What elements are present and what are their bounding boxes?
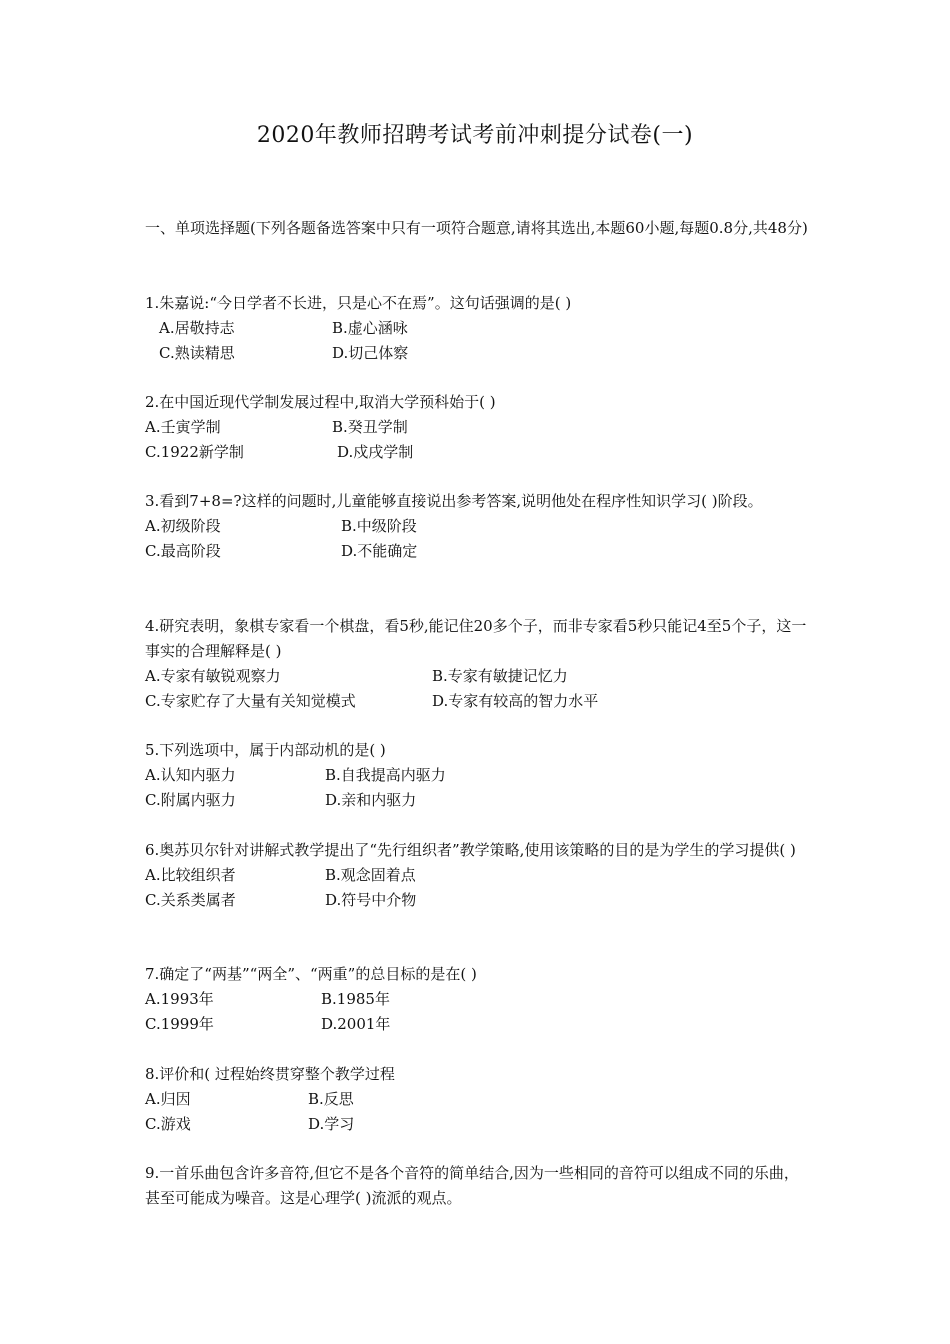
option-d: D.符号中介物 <box>325 891 417 909</box>
option-a: A.归因 <box>145 1090 191 1108</box>
question-8 <box>145 1062 810 1137</box>
question-stem: 5.下列选项中，属于内部动机的是( ) <box>145 741 386 759</box>
option-c: C.1999年 <box>145 1015 214 1033</box>
question-stem: 2.在中国近现代学制发展过程中,取消大学预科始于( ) <box>145 393 496 411</box>
option-d: D.学习 <box>308 1115 355 1133</box>
option-b: B.癸丑学制 <box>332 418 408 436</box>
option-c: C.最高阶段 <box>145 542 221 560</box>
question-3 <box>145 489 810 564</box>
option-c: C.关系类属者 <box>145 891 236 909</box>
question-stem: 7.确定了“两基”“两全”、“两重”的总目标的是在( ) <box>145 965 477 983</box>
option-b: B.1985年 <box>321 990 390 1008</box>
option-b: B.专家有敏捷记忆力 <box>432 667 568 685</box>
option-b: B.反思 <box>308 1090 354 1108</box>
option-c: C.熟读精思 <box>159 344 235 362</box>
option-a: A.壬寅学制 <box>145 418 221 436</box>
section-intro: 一、单项选择题(下列各题备选答案中只有一项符合题意,请将其选出,本题60小题,每题0.8分,共48分) <box>145 219 808 237</box>
option-d: D.2001年 <box>321 1015 391 1033</box>
option-d: D.不能确定 <box>341 542 418 560</box>
question-2 <box>145 390 810 465</box>
option-d: D.亲和内驱力 <box>325 791 417 809</box>
question-4 <box>145 614 810 714</box>
option-a: A.居敬持志 <box>159 319 235 337</box>
option-b: B.中级阶段 <box>341 517 417 535</box>
question-stem: 4.研究表明，象棋专家看一个棋盘，看5秒,能记住20多个子，而非专家看5秒只能记4至5个子，这一事实的合理解释是( ) <box>145 617 807 660</box>
option-c: C.专家贮存了大量有关知觉模式 <box>145 692 356 710</box>
option-b: B.虚心涵咏 <box>332 319 408 337</box>
question-1 <box>145 291 810 366</box>
option-c: C.附属内驱力 <box>145 791 236 809</box>
option-c: C.游戏 <box>145 1115 191 1133</box>
option-d: D.切己体察 <box>332 344 409 362</box>
option-a: A.认知内驱力 <box>145 766 236 784</box>
option-a: A.专家有敏锐观察力 <box>145 667 281 685</box>
option-a: A.比较组织者 <box>145 866 236 884</box>
question-stem: 3.看到7+8=?这样的问题时,儿童能够直接说出参考答案,说明他处在程序性知识学习( )阶段。 <box>145 492 763 510</box>
question-7 <box>145 962 810 1037</box>
question-5 <box>145 738 810 813</box>
option-d: D.专家有较高的智力水平 <box>432 692 599 710</box>
option-a: A.1993年 <box>145 990 214 1008</box>
option-b: B.观念固着点 <box>325 866 416 884</box>
option-c: C.1922新学制 <box>145 443 244 461</box>
option-a: A.初级阶段 <box>145 517 221 535</box>
question-stem: 8.评价和( 过程始终贯穿整个教学过程 <box>145 1065 395 1083</box>
question-stem: 6.奥苏贝尔针对讲解式教学提出了“先行组织者”教学策略,使用该策略的目的是为学生的学习提供( ) <box>145 841 796 859</box>
question-stem: 1.朱嘉说:“今日学者不长进，只是心不在焉”。这句话强调的是( ) <box>145 294 572 312</box>
question-9 <box>145 1161 810 1211</box>
page-title: 2020年教师招聘考试考前冲刺提分试卷(一) <box>256 123 694 148</box>
option-d: D.戍戌学制 <box>337 443 414 461</box>
question-6 <box>145 838 810 913</box>
option-b: B.自我提高内驱力 <box>325 766 446 784</box>
question-stem: 9.一首乐曲包含许多音符,但它不是各个音符的简单结合,因为一些相同的音符可以组成不同的乐曲，甚至可能成为噪音。这是心理学( )流派的观点。 <box>145 1164 799 1207</box>
